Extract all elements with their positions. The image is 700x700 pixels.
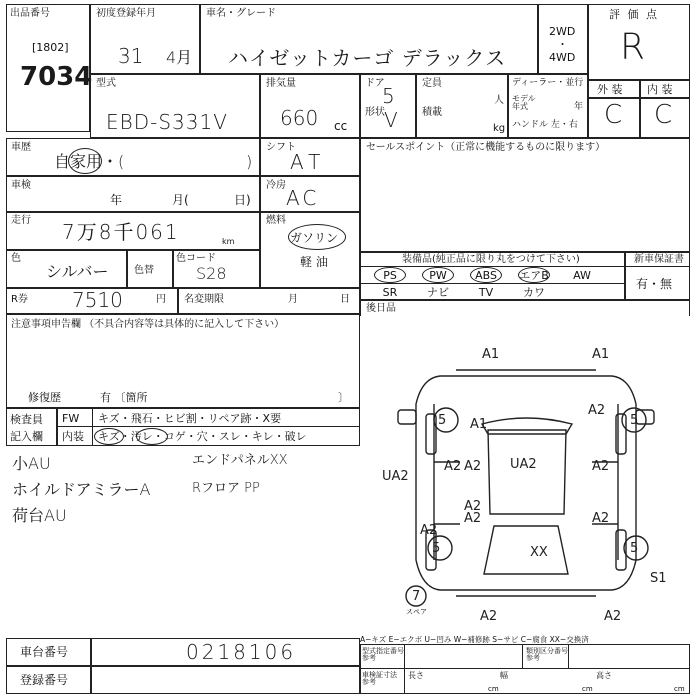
tc-v1 <box>404 644 405 694</box>
history-close: ) <box>246 152 253 171</box>
recycle-label: R券 <box>11 294 28 305</box>
mileage-label: 走行 <box>11 215 31 226</box>
history-circle <box>68 148 102 174</box>
equipment-title: 装備品(純正品に限り丸をつけて下さい) <box>402 254 580 265</box>
color-divider-2 <box>172 250 174 288</box>
model-year-unit: 年 <box>574 102 584 112</box>
color-value: シルバー <box>46 262 109 281</box>
tc-hline <box>360 668 690 669</box>
diagram-mark-17: 5 <box>630 413 639 428</box>
insp-int-label: 内装 <box>62 430 84 443</box>
length-label: 長さ <box>408 671 424 680</box>
car-name: ハイゼットカーゴ デラックス <box>228 46 507 70</box>
type-cert-label: 型式指定番号 参考 <box>362 647 404 662</box>
hw-note-5: Rフロア PP <box>192 481 260 496</box>
repair-value: 有 〔箇所 <box>100 391 148 404</box>
vehicle-cert-label: 車検証寸法 参考 <box>362 671 397 686</box>
equipment-item-r2-1: ナビ <box>427 286 449 299</box>
disp-value: 660 <box>280 106 319 130</box>
equipment-item-3: エアB <box>519 269 549 282</box>
ext-label: 外 装 <box>597 83 623 96</box>
shape-value: V <box>384 108 398 132</box>
insp-circle-2 <box>136 428 168 445</box>
tc-v2 <box>522 644 523 668</box>
hw-note-4: エンドパネルXX <box>192 453 288 468</box>
drive-2wd: 2WD <box>549 25 576 38</box>
inspect-cell <box>6 176 260 212</box>
drive-4wd: 4WD <box>549 51 576 64</box>
disp-unit: cc <box>334 119 348 133</box>
name-label: 車名・グレード <box>206 8 276 19</box>
equipment-circle-0 <box>374 267 406 283</box>
disp-label: 排気量 <box>266 78 296 89</box>
grade-divider <box>639 80 641 138</box>
class-label: 類別区分番号 参考 <box>526 647 568 662</box>
repair-label: 修復歴 <box>28 391 61 404</box>
diagram-mark-16: 5 <box>438 413 447 428</box>
equipment-item-r2-0: SR <box>382 286 398 299</box>
reg-no-label: 登録番号 <box>20 673 69 687</box>
hw-note-3: 荷台AU <box>12 506 67 525</box>
hw-note-2: ホイルドアミラーA <box>12 480 151 499</box>
width-cm: cm <box>582 685 593 693</box>
cap-label: 定員 <box>422 78 442 89</box>
diagram-mark-20: S1 <box>650 571 667 586</box>
height-label: 高さ <box>596 671 612 680</box>
equipment-circle-2 <box>470 267 502 283</box>
history-value: 自家用・( <box>54 152 125 171</box>
diagram-mark-12: A2 <box>480 609 498 624</box>
diagram-mark-3: A2 <box>588 403 606 418</box>
report-label: 注意事項申告欄 （不具合内容等は具体的に記入して下さい） <box>11 319 285 330</box>
equipment-circle-3 <box>518 267 550 283</box>
score-label: 評 価 点 <box>609 8 659 21</box>
hw-note-1: 小AU <box>12 454 51 473</box>
reg-month: 4月 <box>166 48 193 67</box>
diagram-mark-19: 5 <box>630 541 639 556</box>
diagram-mark-21: 7 <box>412 589 421 604</box>
height-cm: cm <box>674 685 685 693</box>
namechange-month: 月 <box>288 294 298 305</box>
diagram-mark-18: 5 <box>432 541 441 556</box>
model-label: 型式 <box>96 78 116 89</box>
cool-label: 冷房 <box>266 180 286 191</box>
door-value: 5 <box>382 84 395 108</box>
score-value: R <box>620 27 646 68</box>
color-label: 色 <box>11 253 21 264</box>
lot-label: 出品番号 <box>10 8 50 19</box>
load-unit: kg <box>493 123 506 134</box>
length-cm: cm <box>488 685 499 693</box>
insp-v1 <box>56 408 58 446</box>
diagram-mark-6: A2 <box>592 459 610 474</box>
diagram-mark-1: A1 <box>592 347 610 362</box>
cap-unit: 人 <box>494 95 504 106</box>
recycle-value: 7510 <box>72 288 123 312</box>
handle-label: ハンドル 左・右 <box>512 120 578 130</box>
lot-number: 7034 <box>20 62 93 92</box>
diagram-mark-14: A2 <box>604 609 622 624</box>
inspect-day: 日) <box>234 193 251 207</box>
inspect-month: 月( <box>172 193 189 207</box>
cool-value: AC <box>286 186 320 210</box>
equipment-item-1: PW <box>429 269 447 282</box>
inspect-year: 年 <box>110 193 123 207</box>
inspector-label2: 記入欄 <box>10 430 43 443</box>
inspector-label1: 検査員 <box>10 413 43 426</box>
load-label: 積載 <box>422 107 442 118</box>
diagram-mark-5: A2 <box>464 459 482 474</box>
width-label: 幅 <box>500 671 508 680</box>
equipment-item-4: AW <box>573 269 591 282</box>
equipment-item-2: ABS <box>475 269 497 282</box>
equip-hline <box>360 266 690 267</box>
tc-v3 <box>568 644 569 668</box>
drive-dot: ・ <box>557 38 568 51</box>
diagram-mark-4: A2 <box>444 459 462 474</box>
diagram-mark-7: UA2 <box>510 457 537 472</box>
color-divider <box>126 250 128 288</box>
spare-label: スペア <box>406 608 427 616</box>
model-year-label: モデル 年式 <box>512 94 536 111</box>
inspect-label: 車検 <box>11 180 31 191</box>
diagram-mark-10: A2 <box>464 511 482 526</box>
fuel-label: 燃料 <box>266 215 286 226</box>
insp-h <box>56 426 360 427</box>
recycle-unit: 円 <box>156 294 166 305</box>
fuel-circle <box>288 224 346 250</box>
mileage-value: 7万8千061 <box>62 220 180 244</box>
color-change-label: 色替 <box>134 265 154 276</box>
car-diagram <box>360 334 690 634</box>
type-cert-cell <box>360 644 690 694</box>
door-label: ドア <box>365 78 385 89</box>
model-value: EBD-S331V <box>106 110 228 134</box>
insp-v2 <box>92 408 93 446</box>
shift-label: シフト <box>266 142 296 153</box>
equip-hline2 <box>360 283 624 284</box>
insp-circle-1 <box>94 428 124 445</box>
equipment-circle-1 <box>422 267 454 283</box>
diagram-mark-15: A2 <box>420 523 438 538</box>
int-label: 内 装 <box>647 83 673 96</box>
equipment-item-r2-2: TV <box>478 286 494 299</box>
chassis-label: 車台番号 <box>20 645 69 659</box>
history-label: 車歴 <box>11 142 31 153</box>
lot-sub: [1802] <box>32 41 69 54</box>
namechange-day: 日 <box>340 294 350 305</box>
diagram-mark-11: A2 <box>592 511 610 526</box>
color-code-value: S28 <box>196 264 227 283</box>
auction-sheet <box>6 4 690 694</box>
diagram-legend: A−キズ E−エクボ U−凹み W−補修跡 S−サビ C−腐食 XX−交換済 <box>360 635 589 644</box>
equip-div <box>624 252 626 300</box>
equipment-item-0: PS <box>383 269 397 282</box>
shift-value: AT <box>290 150 327 174</box>
reg-label: 初度登録年月 <box>96 8 156 19</box>
color-code-label: 色コード <box>176 253 216 264</box>
repair-close: 〕 <box>338 391 349 404</box>
chassis-value: 0218106 <box>186 640 297 664</box>
sales-cell <box>360 138 690 252</box>
dealer-label: ディーラー・並行 <box>512 78 584 88</box>
diagram-mark-13: XX <box>530 545 548 560</box>
new-warranty-label: 新車保証書 <box>634 254 684 265</box>
ext-grade: C <box>604 100 623 130</box>
sales-label: セールスポイント（正常に機能するものに限ります） <box>366 142 606 153</box>
grade-hline <box>588 97 690 99</box>
namechange-label: 名変期限 <box>184 294 224 305</box>
insp-fw-items: キズ・飛石・ヒビ割・リペア跡・X要 <box>98 412 282 425</box>
diagram-mark-9: UA2 <box>382 469 409 484</box>
rear-cell <box>360 300 690 316</box>
diagram-mark-0: A1 <box>482 347 500 362</box>
diagram-mark-8: A2 <box>464 499 482 514</box>
new-warranty-value: 有・無 <box>636 277 673 291</box>
int-grade: C <box>654 100 673 130</box>
equipment-item-r2-3: カワ <box>523 286 545 299</box>
diagram-mark-2: A1 <box>470 417 488 432</box>
history-cell <box>6 138 260 176</box>
reg-year: 31 <box>118 44 144 68</box>
fuel-gas: ガソリン <box>290 231 339 245</box>
insp-int-items: キズ・汚レ・コゲ・穴・スレ・キレ・破レ <box>98 430 307 443</box>
shape-label: 形状 <box>365 107 385 118</box>
rear-seat-label: 後日品 <box>366 303 396 314</box>
mileage-unit: km <box>222 237 235 246</box>
insp-fw-label: FW <box>62 412 80 425</box>
fuel-diesel: 軽 油 <box>300 255 328 269</box>
